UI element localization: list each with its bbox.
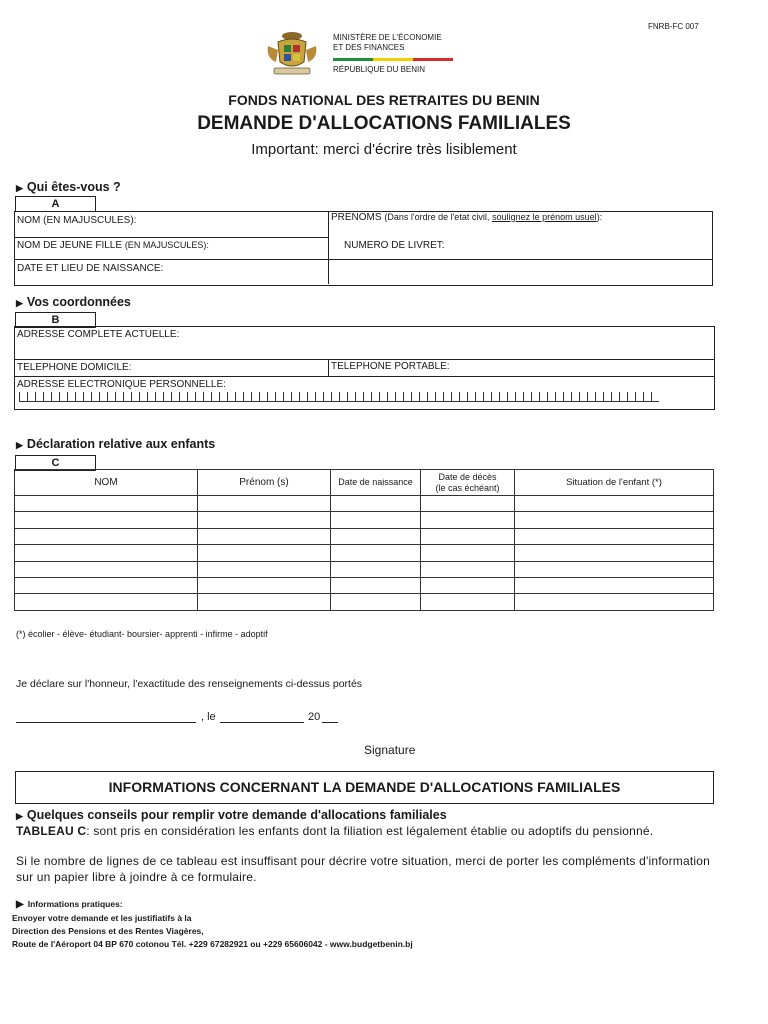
triangle-bullet-icon: ▶	[16, 440, 23, 450]
date-le-label: , le	[201, 711, 216, 723]
child-cell[interactable]	[331, 577, 421, 593]
child-cell[interactable]	[421, 577, 515, 593]
section-a-divider	[328, 212, 329, 284]
section-a-letter: A	[15, 196, 96, 212]
child-cell[interactable]	[198, 577, 331, 593]
form-subtitle: Important: merci d'écrire très lisiblement	[251, 141, 517, 158]
coat-of-arms-emblem	[262, 28, 322, 78]
triangle-bullet-icon: ▶	[16, 811, 23, 821]
ministry-name	[333, 33, 442, 53]
practical-line-3: Route de l'Aéroport 04 BP 670 cotonou Tél. +229 67282921 ou +229 65606042 - www.budgetbenin.bj	[12, 939, 413, 949]
practical-heading-text: Informations pratiques:	[27, 899, 123, 909]
child-cell[interactable]	[15, 594, 198, 610]
child-cell[interactable]	[15, 577, 198, 593]
year-line[interactable]	[322, 722, 338, 723]
organization-name: FONDS NATIONAL DES RETRAITES DU BENIN	[228, 92, 540, 108]
nom-jeune-fille-note: (EN MAJUSCULES):	[124, 240, 209, 250]
child-cell[interactable]	[15, 512, 198, 528]
child-cell[interactable]	[515, 545, 714, 561]
email-field[interactable]: ADRESSE ELECTRONIQUE PERSONNELLE:	[17, 379, 226, 390]
child-cell[interactable]	[421, 594, 515, 610]
section-b-divider	[328, 359, 329, 376]
numero-livret-field[interactable]: NUMERO DE LIVRET:	[344, 240, 445, 251]
section-b-heading-text: Vos coordonnées	[26, 295, 131, 309]
tableau-c-text: : sont pris en considération les enfants dont la filiation est légalement établie ou adoptifs du pensionné.	[86, 824, 654, 838]
child-cell[interactable]	[421, 545, 515, 561]
flag-stripe	[333, 58, 453, 61]
child-cell[interactable]	[331, 512, 421, 528]
email-boxes-baseline	[19, 401, 659, 402]
child-cell[interactable]	[515, 561, 714, 577]
prenoms-note: (Dans l'ordre de l'etat civil,	[384, 212, 490, 222]
practical-info	[12, 912, 413, 951]
section-b-letter: B	[15, 312, 96, 328]
section-a-heading	[16, 180, 121, 194]
section-c-heading-text: Déclaration relative aux enfants	[26, 437, 216, 451]
child-row	[15, 561, 714, 577]
child-cell[interactable]	[15, 545, 198, 561]
child-cell[interactable]	[515, 496, 714, 512]
ministry-line-1: MINISTÈRE DE L'ÉCONOMIE	[333, 33, 442, 42]
nom-jeune-fille-label: NOM DE JEUNE FILLE	[17, 240, 123, 251]
date-lieu-naissance-field[interactable]: DATE ET LIEU DE NAISSANCE:	[17, 263, 164, 274]
prenoms-label: PRENOMS	[331, 212, 382, 223]
col-date-deces	[421, 470, 515, 496]
nom-field[interactable]: NOM (EN MAJUSCULES):	[17, 215, 137, 226]
child-cell[interactable]	[515, 594, 714, 610]
child-cell[interactable]	[198, 512, 331, 528]
child-row	[15, 577, 714, 593]
practical-line-2: Direction des Pensions et des Rentes Viagères,	[12, 926, 204, 936]
section-a-rule-2	[14, 259, 713, 260]
prenoms-usual-note: soulignez le prénom usuel	[492, 212, 597, 222]
child-cell[interactable]	[198, 528, 331, 544]
declaration-text: Je déclare sur l'honneur, l'exactitude des renseignements ci-dessus portés	[16, 678, 363, 690]
extra-lines-note: Si le nombre de lignes de ce tableau est insuffisant pour décrire votre situation, merci de porter les compléments d'information sur un papier libre à joindre à ce formulaire.	[16, 854, 711, 884]
child-cell[interactable]	[515, 528, 714, 544]
tips-heading-text: Quelques conseils pour remplir votre demande d'allocations familiales	[26, 808, 447, 822]
arrow-bullet-icon: ▶	[16, 899, 24, 910]
child-cell[interactable]	[15, 496, 198, 512]
col-situation: Situation de l'enfant (*)	[515, 470, 714, 496]
adresse-field[interactable]: ADRESSE COMPLETE ACTUELLE:	[17, 329, 180, 340]
col-date-deces-line1: Date de décès	[438, 471, 497, 482]
child-cell[interactable]	[515, 577, 714, 593]
tips-heading	[16, 808, 447, 822]
triangle-bullet-icon: ▶	[16, 298, 23, 308]
tableau-c-note	[16, 823, 722, 839]
child-cell[interactable]	[331, 594, 421, 610]
child-cell[interactable]	[331, 545, 421, 561]
child-row	[15, 528, 714, 544]
child-cell[interactable]	[331, 496, 421, 512]
section-a-heading-text: Qui êtes-vous ?	[26, 180, 121, 194]
child-row	[15, 512, 714, 528]
section-c-letter: C	[15, 455, 96, 471]
child-cell[interactable]	[421, 528, 515, 544]
section-c-heading	[16, 437, 215, 451]
section-b-rule-2	[14, 376, 715, 377]
year-prefix: 20	[308, 711, 321, 723]
child-cell[interactable]	[198, 561, 331, 577]
info-title-box: INFORMATIONS CONCERNANT LA DEMANDE D'ALLOCATIONS FAMILIALES	[15, 771, 714, 804]
situation-footnote: (*) écolier - élève- étudiant- boursier- apprenti - infirme - adoptif	[16, 629, 268, 639]
prenoms-field[interactable]	[331, 212, 602, 223]
form-code: FNRB-FC 007	[648, 22, 699, 31]
practical-line-1: Envoyer votre demande et les justifiatifs à la	[12, 913, 192, 923]
ministry-line-2: ET DES FINANCES	[333, 43, 405, 52]
child-cell[interactable]	[421, 561, 515, 577]
col-prenoms: Prénom (s)	[198, 470, 331, 496]
section-b-rule-1	[14, 359, 715, 360]
nom-jeune-fille-field[interactable]	[17, 240, 209, 251]
telephone-portable-field[interactable]: TELEPHONE PORTABLE:	[331, 361, 450, 372]
child-cell[interactable]	[198, 594, 331, 610]
child-cell[interactable]	[198, 496, 331, 512]
child-cell[interactable]	[331, 528, 421, 544]
republic-name: RÉPUBLIQUE DU BENIN	[333, 65, 426, 74]
telephone-domicile-field[interactable]: TELEPHONE DOMICILE:	[17, 362, 132, 373]
child-row	[15, 545, 714, 561]
place-line[interactable]	[16, 722, 196, 723]
child-cell[interactable]	[15, 561, 198, 577]
section-a-rule-1	[14, 237, 329, 238]
form-title: DEMANDE D'ALLOCATIONS FAMILIALES	[197, 113, 571, 134]
date-line[interactable]	[220, 722, 304, 723]
child-cell[interactable]	[331, 561, 421, 577]
col-nom: NOM	[15, 470, 198, 496]
child-row	[15, 594, 714, 610]
child-row	[15, 496, 714, 512]
child-cell[interactable]	[198, 545, 331, 561]
section-b-heading	[16, 295, 131, 309]
tableau-c-label: TABLEAU C	[16, 824, 87, 838]
child-cell[interactable]	[421, 496, 515, 512]
col-date-naissance: Date de naissance	[331, 470, 421, 496]
child-cell[interactable]	[15, 528, 198, 544]
col-date-deces-line2: (le cas échéant)	[435, 482, 500, 493]
signature-label: Signature	[364, 743, 416, 757]
triangle-bullet-icon: ▶	[16, 183, 23, 193]
children-table	[14, 469, 714, 611]
child-cell[interactable]	[515, 512, 714, 528]
children-table-header	[15, 470, 714, 496]
prenoms-note-end: ):	[596, 212, 603, 222]
child-cell[interactable]	[421, 512, 515, 528]
practical-heading	[16, 899, 123, 910]
